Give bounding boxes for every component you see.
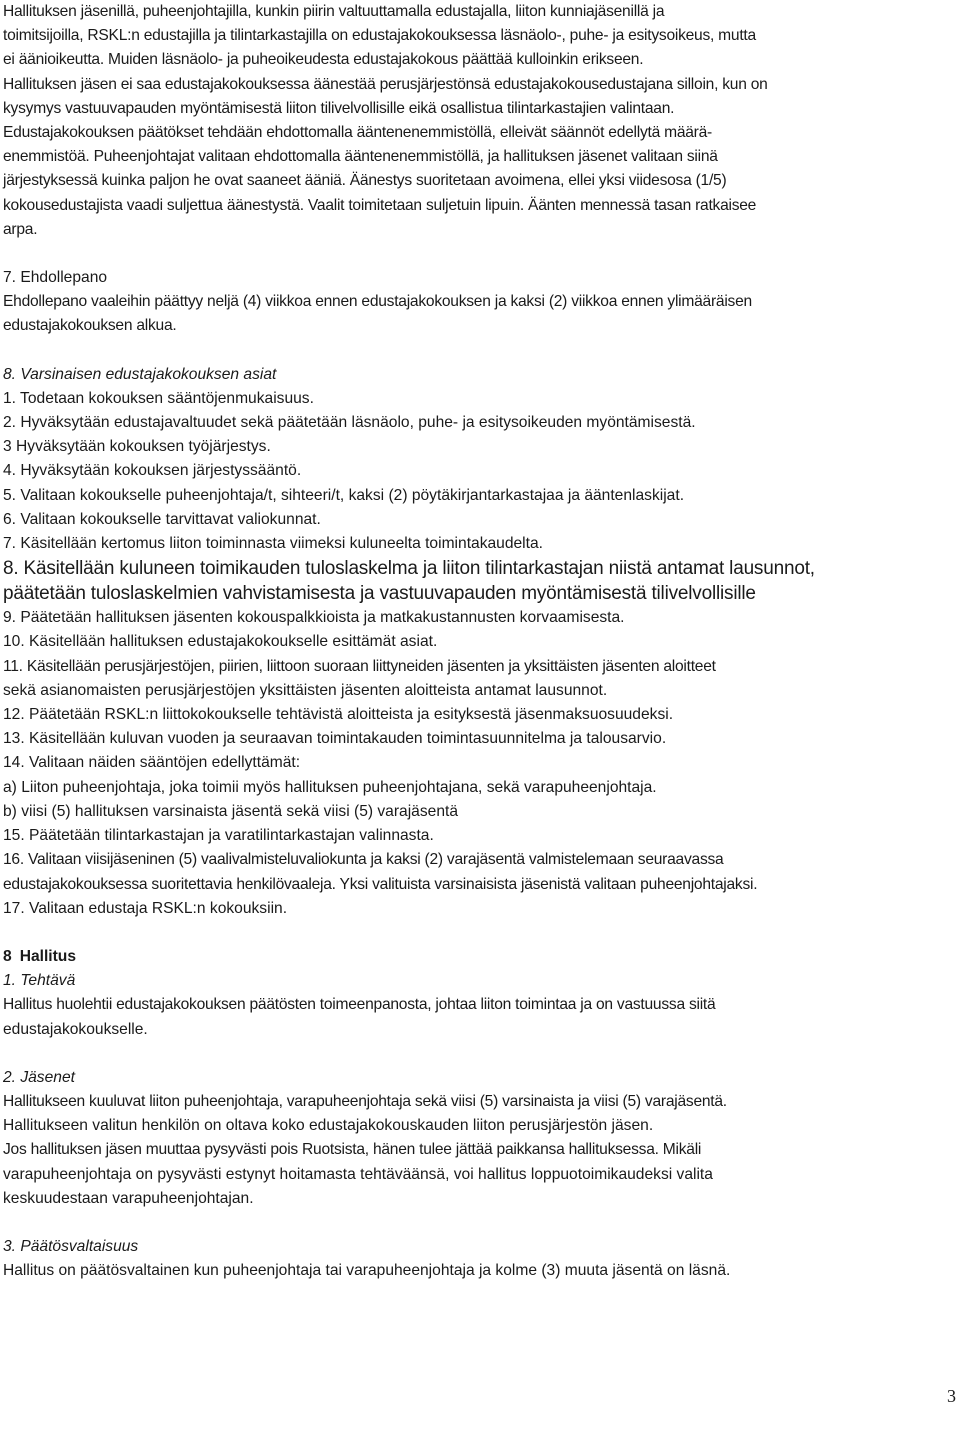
intro-line: Edustajakokouksen päätökset tehdään ehdottomalla ääntenenemmistöllä, elleivät säännöt edellytä määrä-	[3, 124, 712, 142]
hallitus-number: 8	[3, 947, 12, 965]
agenda-item: 6. Valitaan kokoukselle tarvittavat valiokunnat.	[3, 510, 321, 528]
section-7	[3, 266, 958, 339]
paatosvaltaisuus-line: Hallitus on päätösvaltainen kun puheenjohtaja tai varapuheenjohtaja ja kolme (3) muuta jäsentä on läsnä.	[3, 1262, 731, 1280]
jasenet-line: varapuheenjohtaja on pysyvästi estynyt hoitamasta tehtäväänsä, voi hallitus loppuotoimikaudeksi valita	[3, 1165, 713, 1183]
agenda-item: 7. Käsitellään kertomus liiton toiminnasta viimeksi kuluneelta toimintakaudelta.	[3, 535, 543, 553]
agenda-item-large: päätetään tuloslaskelmien vahvistamisesta ja vastuuvapauden myöntämisestä tilivelvollisille	[3, 583, 756, 605]
subheading-tehtava: 1. Tehtävä	[3, 972, 76, 990]
jasenet-line: Jos hallituksen jäsen muuttaa pysyvästi pois Ruotsista, hänen tulee jättää paikkansa hallituksessa. Mikäli	[3, 1141, 702, 1159]
jasenet-line: Hallitukseen valitun henkilön on oltava koko edustajakokouskauden liiton perusjärjestön jäsen.	[3, 1117, 654, 1135]
agenda-item: edustajakokouksessa suoritettavia henkilövaaleja. Yksi valituista varsinaisista jäsenistä valitaan puheenjohtajaksi.	[3, 875, 758, 893]
intro-line: kysymys vastuuvapauden myöntämisestä liiton tilivelvollisille eikä osallistua tilintarkastajien valintaan.	[3, 99, 675, 117]
agenda-item: 13. Käsitellään kuluvan vuoden ja seuraavan toimintakauden toimintasuunnitelma ja talousarvio.	[3, 730, 667, 748]
agenda-item-large: 8. Käsitellään kuluneen toimikauden tuloslaskelma ja liiton tilintarkastajan niistä antamat lausunnot,	[3, 558, 815, 580]
intro-line: Hallituksen jäsen ei saa edustajakokouksessa äänestää perusjärjestönsä edustajakokousedustajana silloin, kun on	[3, 75, 768, 93]
paatosvaltaisuus-section	[3, 1235, 958, 1283]
agenda-item: 11. Käsitellään perusjärjestöjen, piirien, liittoon suoraan liittyneiden jäsenten ja yksittäisten jäsenten aloitteet	[3, 657, 716, 675]
spacer	[3, 339, 958, 363]
agenda-item: 9. Päätetään hallituksen jäsenten kokouspalkkioista ja matkakustannusten korvaamisesta.	[3, 609, 625, 627]
agenda-item: 15. Päätetään tilintarkastajan ja varatilintarkastajan valinnasta.	[3, 827, 434, 845]
spacer	[3, 921, 958, 945]
tehtava-line: Hallitus huolehtii edustajakokouksen päätösten toimeenpanosta, johtaa liiton toimintaa ja on vastuussa siitä	[3, 996, 716, 1014]
agenda-item: b) viisi (5) hallituksen varsinaista jäsentä sekä viisi (5) varajäsentä	[3, 802, 459, 820]
section-7-line: Ehdollepano vaaleihin päättyy neljä (4) viikkoa ennen edustajakokouksen ja kaksi (2) viikkoa ennen ylimääräisen	[3, 293, 752, 311]
agenda-item: 4. Hyväksytään kokouksen järjestyssääntö.	[3, 462, 302, 480]
agenda-item: 17. Valitaan edustaja RSKL:n kokouksiin.	[3, 899, 288, 917]
intro-line: toimitsijoilla, RSKL:n edustajilla ja tilintarkastajilla on edustajakokouksessa läsnäolo-, puhe- ja esitysoikeus, mutta	[3, 27, 756, 45]
agenda-item: 12. Päätetään RSKL:n liittokokoukselle tehtävistä aloitteista ja esityksestä jäsenmaksuosuudeksi.	[3, 706, 674, 724]
section-8-heading: 8. Varsinaisen edustajakokouksen asiat	[3, 365, 277, 383]
intro-line: arpa.	[3, 220, 38, 238]
hallitus-heading	[3, 945, 958, 969]
agenda-item: 5. Valitaan kokoukselle puheenjohtaja/t, sihteeri/t, kaksi (2) pöytäkirjantarkastajaa ja ääntenlaskijat.	[3, 486, 685, 504]
page-number: 3	[947, 1386, 956, 1406]
agenda-item: 1. Todetaan kokouksen sääntöjenmukaisuus.	[3, 389, 314, 407]
agenda-item: 14. Valitaan näiden sääntöjen edellyttämät:	[3, 754, 301, 772]
intro-line: enemmistöä. Puheenjohtajat valitaan ehdottomalla ääntenenemmistöllä, ja hallituksen jäsenet valitaan siinä	[3, 148, 718, 166]
jasenet-line: keskuudestaan varapuheenjohtajan.	[3, 1189, 254, 1207]
agenda-item: 3 Hyväksytään kokouksen työjärjestys.	[3, 438, 271, 456]
section-7-line: edustajakokouksen alkua.	[3, 317, 177, 335]
intro-line: kokousedustajista vaadi suljettua äänestystä. Vaalit toimitetaan suljetuin lipuin. Äänten mennessä tasan ratkaisee	[3, 196, 757, 214]
subheading-paatosvaltaisuus: 3. Päätösvaltaisuus	[3, 1237, 139, 1255]
section-7-heading: 7. Ehdollepano	[3, 269, 108, 287]
agenda-item: 2. Hyväksytään edustajavaltuudet sekä päätetään läsnäolo, puhe- ja esitysoikeuden myöntämisestä.	[3, 414, 696, 432]
subheading-jasenet: 2. Jäsenet	[3, 1068, 75, 1086]
agenda-item: sekä asianomaisten perusjärjestöjen yksittäisten jäsenten aloitteista antamat lausunnot.	[3, 681, 608, 699]
agenda-item: 10. Käsitellään hallituksen edustajakokoukselle esittämät asiat.	[3, 633, 438, 651]
jasenet-line: Hallitukseen kuuluvat liiton puheenjohtaja, varapuheenjohtaja sekä viisi (5) varsinaista ja viisi (5) varajäsentä.	[3, 1092, 727, 1110]
document-page	[3, 0, 958, 1283]
spacer	[3, 1042, 958, 1066]
hallitus-title: Hallitus	[19, 947, 77, 965]
spacer	[3, 242, 958, 266]
intro-line: Hallituksen jäsenillä, puheenjohtajilla, kunkin piirin valtuuttamalla edustajalla, liiton kunniajäsenillä ja	[3, 3, 665, 20]
intro-line: ei äänioikeutta. Muiden läsnäolo- ja puheoikeudesta edustajakokous päättää kulloinkin erikseen.	[3, 51, 644, 69]
section-8-list	[3, 363, 958, 921]
tehtava-line: edustajakokoukselle.	[3, 1020, 148, 1038]
spacer	[3, 1211, 958, 1235]
agenda-item: a) Liiton puheenjohtaja, joka toimii myös hallituksen puheenjohtajana, sekä varapuheenjohtaja.	[3, 778, 657, 796]
intro-paragraph	[3, 0, 958, 242]
jasenet-section	[3, 1066, 958, 1211]
agenda-item: 16. Valitaan viisijäseninen (5) vaalivalmisteluvaliokunta ja kaksi (2) varajäsentä valmistelemaan seuraavassa	[3, 851, 724, 869]
hallitus-section	[3, 945, 958, 1042]
intro-line: järjestyksessä kuinka paljon he ovat saaneet ääniä. Äänestys suoritetaan avoimena, ellei yksi viidesosa (1/5)	[3, 172, 727, 190]
